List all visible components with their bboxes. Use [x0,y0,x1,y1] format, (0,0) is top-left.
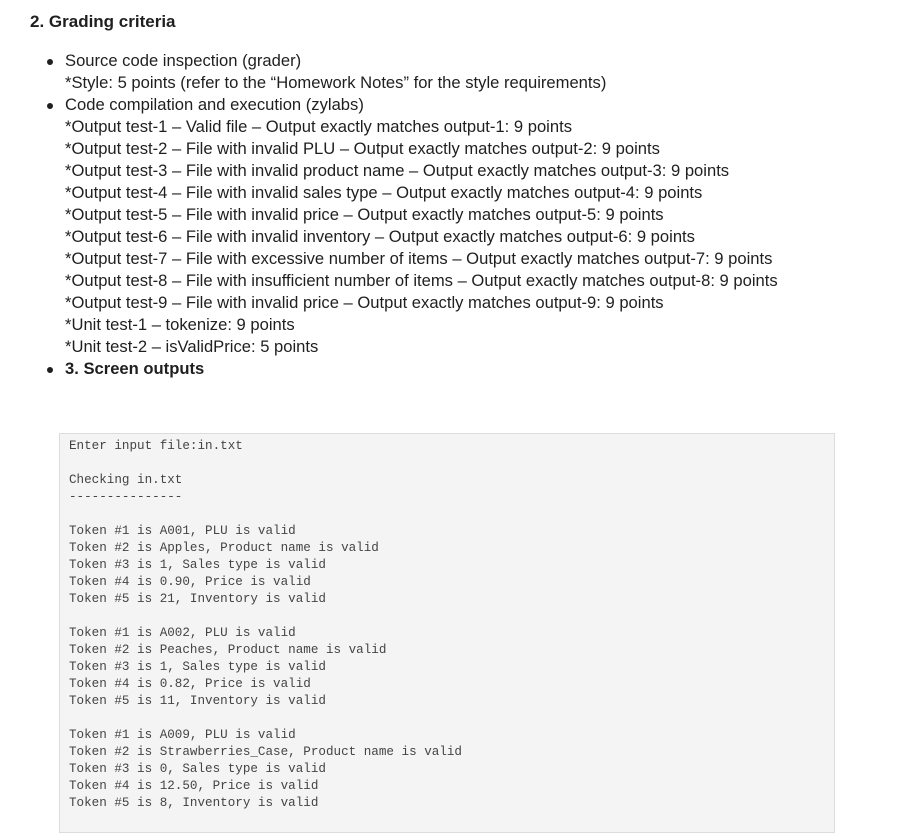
code-line [69,455,825,472]
criteria-line: *Output test-9 – File with invalid price – Output exactly matches output-9: 9 points [65,293,664,312]
code-line: Token #2 is Strawberries_Case, Product name is valid [69,745,462,759]
criteria-line: *Unit test-2 – isValidPrice: 5 points [65,337,319,356]
code-line: Token #1 is A001, PLU is valid [69,524,296,538]
criteria-line: *Output test-1 – Valid file – Output exactly matches output-1: 9 points [65,117,573,136]
code-line: Token #2 is Peaches, Product name is valid [69,643,387,657]
code-line: Checking in.txt [69,473,183,487]
criteria-item-screen-outputs [65,358,895,380]
code-line [69,506,825,523]
section-heading: 2. Grading criteria [30,12,176,31]
screen-output-text [60,434,834,816]
code-line: Enter input file:in.txt [69,439,243,453]
code-line: Token #4 is 0.82, Price is valid [69,677,311,691]
code-line: Token #2 is Apples, Product name is valid [69,541,379,555]
code-line: Token #1 is A009, PLU is valid [69,728,296,742]
criteria-line: *Output test-6 – File with invalid inventory – Output exactly matches output-6: 9 points [65,227,695,246]
code-line: Token #5 is 8, Inventory is valid [69,796,319,810]
screen-output-code-block [59,433,835,833]
code-line [69,608,825,625]
code-line: Token #3 is 0, Sales type is valid [69,762,326,776]
criteria-title: 3. Screen outputs [65,359,205,378]
criteria-line: *Output test-5 – File with invalid price – Output exactly matches output-5: 9 points [65,205,664,224]
criteria-line: *Unit test-1 – tokenize: 9 points [65,315,295,334]
code-line: Token #3 is 1, Sales type is valid [69,558,326,572]
criteria-title: Code compilation and execution (zylabs) [65,95,364,114]
code-line [69,710,825,727]
criteria-item-compilation [65,94,895,358]
criteria-item-source-inspection [65,50,895,94]
grading-criteria-list [0,50,895,380]
code-line: Token #5 is 11, Inventory is valid [69,694,326,708]
criteria-title: Source code inspection (grader) [65,51,302,70]
criteria-line: *Output test-7 – File with excessive number of items – Output exactly matches output-7: 9 points [65,249,773,268]
criteria-line: *Output test-3 – File with invalid product name – Output exactly matches output-3: 9 points [65,161,730,180]
code-line: Token #4 is 0.90, Price is valid [69,575,311,589]
code-line: Token #1 is A002, PLU is valid [69,626,296,640]
criteria-line: *Output test-4 – File with invalid sales type – Output exactly matches output-4: 9 points [65,183,703,202]
criteria-line: *Output test-2 – File with invalid PLU – Output exactly matches output-2: 9 points [65,139,660,158]
code-line: Token #5 is 21, Inventory is valid [69,592,326,606]
criteria-line: *Style: 5 points (refer to the “Homework Notes” for the style requirements) [65,73,607,92]
criteria-line: *Output test-8 – File with insufficient number of items – Output exactly matches output-8: 9 points [65,271,778,290]
code-line: Token #3 is 1, Sales type is valid [69,660,326,674]
code-line: --------------- [69,490,183,504]
code-line: Token #4 is 12.50, Price is valid [69,779,319,793]
